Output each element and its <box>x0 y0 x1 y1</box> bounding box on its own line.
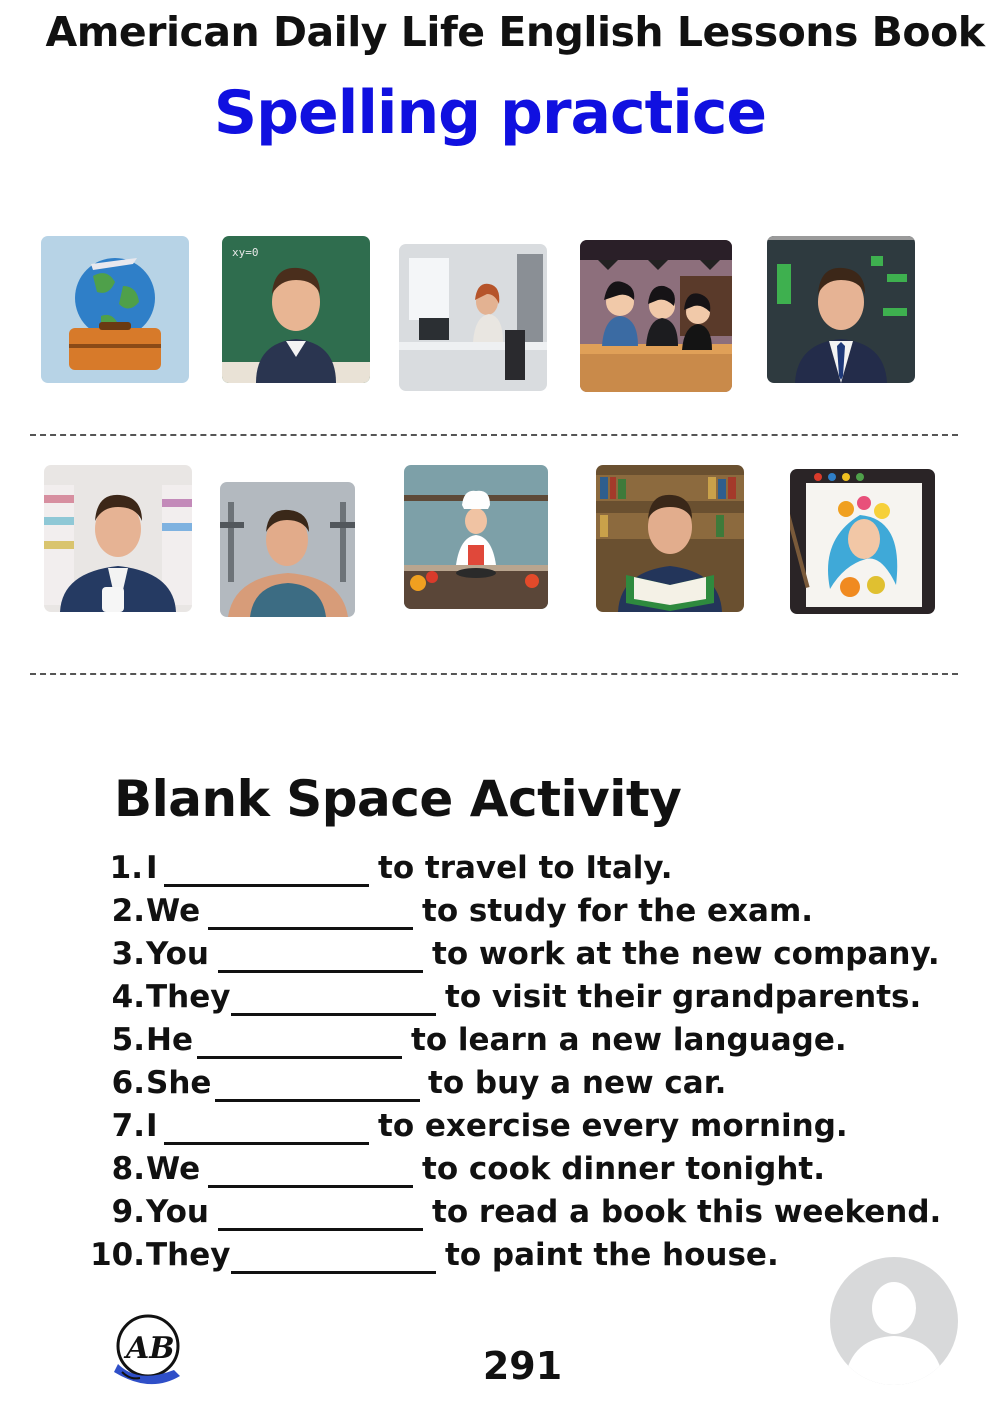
list-item <box>0 893 1005 936</box>
logo-text: AB <box>126 1331 175 1366</box>
friends-at-cafe-image <box>580 240 732 392</box>
item-number: 7. <box>111 1108 145 1144</box>
man-reading-library-image <box>596 465 744 612</box>
answer-blank[interactable] <box>218 1228 423 1231</box>
answer-blank[interactable] <box>215 1099 420 1102</box>
answer-blank[interactable] <box>164 1142 369 1145</box>
list-item <box>0 850 1005 893</box>
item-subject: You <box>146 1194 209 1230</box>
list-item <box>0 1108 1005 1151</box>
item-number: 5. <box>111 1022 145 1058</box>
dashed-divider-top <box>30 434 958 436</box>
answer-blank[interactable] <box>208 1185 413 1188</box>
item-text: to cook dinner tonight. <box>422 1151 826 1187</box>
list-item <box>0 1194 1005 1237</box>
list-item <box>0 936 1005 979</box>
item-text: to study for the exam. <box>422 893 814 929</box>
item-subject: She <box>146 1065 212 1101</box>
item-text: to exercise every morning. <box>378 1108 848 1144</box>
answer-blank[interactable] <box>231 1271 436 1274</box>
item-subject: They <box>146 1237 231 1273</box>
item-number: 4. <box>111 979 145 1015</box>
item-text: to visit their grandparents. <box>445 979 922 1015</box>
answer-blank[interactable] <box>197 1056 402 1059</box>
answer-blank[interactable] <box>208 927 413 930</box>
item-text: to paint the house. <box>445 1237 779 1273</box>
answer-blank[interactable] <box>218 970 423 973</box>
list-item <box>0 979 1005 1022</box>
item-number: 9. <box>111 1194 145 1230</box>
item-number: 8. <box>111 1151 145 1187</box>
book-title: American Daily Life English Lessons Book <box>45 8 985 56</box>
travel-suitcase-globe-image <box>41 236 189 383</box>
item-text: to buy a new car. <box>428 1065 727 1101</box>
section-title: Spelling practice <box>213 78 767 148</box>
page-number: 291 <box>482 1344 563 1388</box>
answer-blank[interactable] <box>164 884 369 887</box>
item-subject: I <box>146 850 158 886</box>
activity-title: Blank Space Activity <box>114 770 682 828</box>
item-text: to work at the new company. <box>432 936 940 972</box>
item-number: 10. <box>90 1237 145 1273</box>
teacher-at-chalkboard-image <box>222 236 370 383</box>
item-subject: I <box>146 1108 158 1144</box>
item-number: 3. <box>111 936 145 972</box>
item-text: to learn a new language. <box>411 1022 847 1058</box>
avatar <box>829 1256 959 1386</box>
item-subject: You <box>146 936 209 972</box>
item-text: to read a book this weekend. <box>432 1194 942 1230</box>
woman-at-office-desk-image <box>399 244 547 391</box>
item-number: 6. <box>111 1065 145 1101</box>
item-number: 2. <box>111 893 145 929</box>
item-subject: He <box>146 1022 193 1058</box>
painting-art-image <box>790 469 935 614</box>
item-number: 1. <box>109 850 143 886</box>
man-shopping-supermarket-image <box>44 465 192 612</box>
svg-text:xy=0: xy=0 <box>232 246 259 259</box>
man-exercising-gym-image <box>220 482 355 617</box>
list-item <box>0 1151 1005 1194</box>
item-subject: They <box>146 979 231 1015</box>
man-presenting-chart-image <box>767 236 915 383</box>
list-item <box>0 1022 1005 1065</box>
item-text: to travel to Italy. <box>378 850 673 886</box>
publisher-logo <box>112 1312 188 1388</box>
answer-blank[interactable] <box>231 1013 436 1016</box>
dashed-divider-bottom <box>30 673 958 675</box>
chef-cooking-kitchen-image <box>404 465 548 609</box>
item-subject: We <box>146 893 201 929</box>
item-subject: We <box>146 1151 201 1187</box>
list-item <box>0 1065 1005 1108</box>
